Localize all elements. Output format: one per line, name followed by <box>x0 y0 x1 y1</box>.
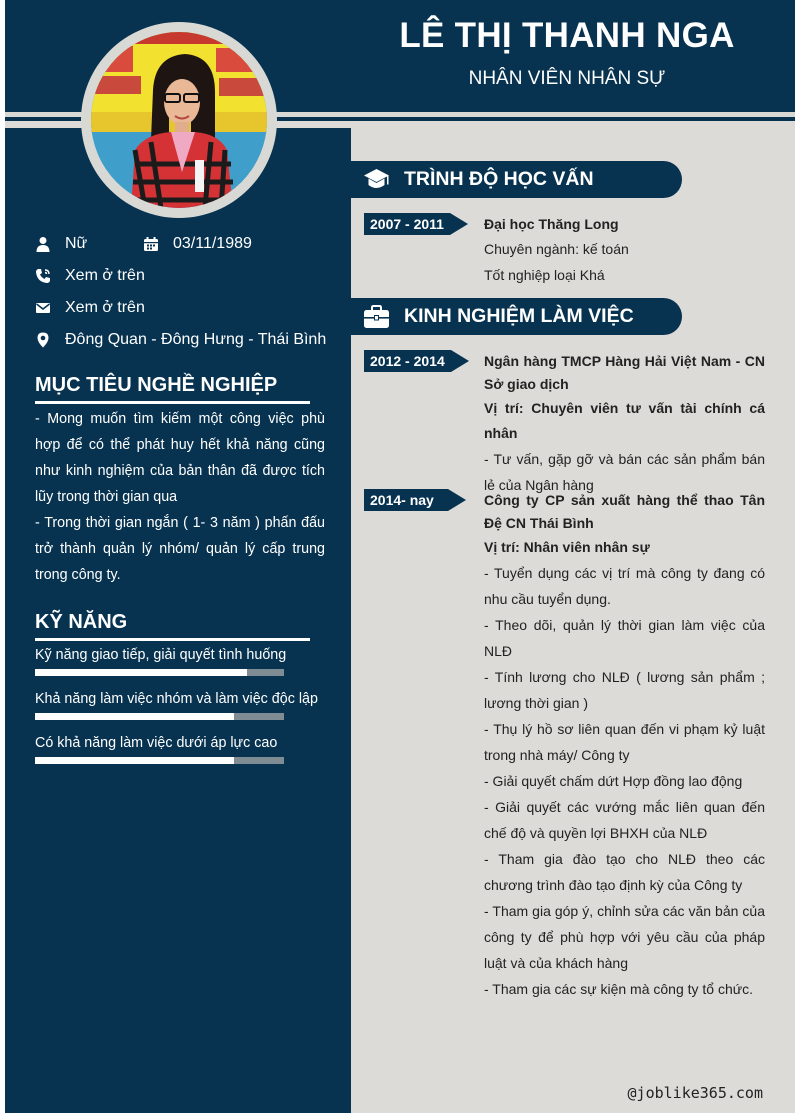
experience-entry <box>484 350 765 498</box>
skill-bar-fill <box>35 757 234 764</box>
period-label: 2007 - 2011 <box>364 213 450 235</box>
job-role: Vị trí: Nhân viên nhân sự <box>484 539 650 555</box>
objective-text <box>35 406 325 588</box>
job-role: Vị trí: Chuyên viên tư vấn tài chính cá nhân <box>484 400 765 441</box>
period-badge <box>364 350 469 372</box>
watermark: @joblike365.com <box>627 1084 763 1102</box>
objective-rule <box>35 401 310 404</box>
company-name: Công ty CP sản xuất hàng thể thao Tân Đệ CN Thái Bình <box>484 492 765 531</box>
duty-item: - Giải quyết các vướng mắc liên quan đến chế độ và quyền lợi BHXH của NLĐ <box>484 799 765 841</box>
skill-bar <box>35 713 284 720</box>
skill-bar-fill <box>35 669 247 676</box>
email-value: Xem ở trên <box>65 299 145 316</box>
skill-bar <box>35 757 284 764</box>
duty-item: - Tham gia đào tạo cho NLĐ theo các chương trình đào tạo định kỳ của Công ty <box>484 851 765 893</box>
birthdate-row <box>143 233 252 255</box>
address-row <box>35 329 326 351</box>
badge-arrow <box>448 489 466 511</box>
skill-label: Kỹ năng giao tiếp, giải quyết tình huống <box>35 647 287 663</box>
gender-value: Nữ <box>65 235 88 252</box>
duty-item: - Thụ lý hồ sơ liên quan đến vi phạm kỷ luật trong nhà máy/ Công ty <box>484 721 765 763</box>
email-row <box>35 297 145 319</box>
major: Chuyên ngành: kế toán <box>484 241 629 257</box>
birthdate-value: 03/11/1989 <box>173 235 252 252</box>
period-label: 2014- nay <box>364 489 448 511</box>
skill-label: Khả năng làm việc nhóm và làm việc độc lập <box>35 691 318 707</box>
graduation-cap-icon <box>363 168 390 192</box>
objective-heading: MỤC TIÊU NGHỀ NGHIỆP <box>35 374 278 396</box>
phone-row <box>35 265 145 287</box>
badge-arrow <box>450 213 468 235</box>
skill-bar-fill <box>35 713 234 720</box>
phone-icon <box>35 268 51 284</box>
skill-label: Có khả năng làm việc dưới áp lực cao <box>35 735 278 751</box>
experience-entry <box>484 489 765 1002</box>
school-name: Đại học Thăng Long <box>484 216 619 232</box>
period-badge <box>364 489 466 511</box>
email-icon <box>35 300 51 316</box>
resume-page <box>5 0 795 1113</box>
experience-heading <box>351 298 682 335</box>
skills-heading: KỸ NĂNG <box>35 611 128 633</box>
candidate-name: LÊ THỊ THANH NGA <box>399 16 735 55</box>
company-name: Ngân hàng TMCP Hàng Hải Việt Nam - CN Sở giao dịch <box>484 353 765 392</box>
objective-paragraph: - Trong thời gian ngắn ( 1- 3 năm ) phấn đấu trở thành quản lý nhóm/ quản lý cấp trung trong công ty. <box>35 515 325 583</box>
avatar-photo <box>91 32 267 208</box>
duty-item: - Tham gia các sự kiện mà công ty tổ chức. <box>484 981 754 997</box>
period-badge <box>364 213 468 235</box>
address-value: Đông Quan - Đông Hưng - Thái Bình <box>65 331 327 348</box>
education-heading <box>351 161 682 198</box>
experience-heading-text: KINH NGHIỆM LÀM VIỆC <box>404 305 634 327</box>
location-icon <box>35 332 51 348</box>
duty-item: - Tư vấn, gặp gỡ và bán các sản phẩm bán lẻ của Ngân hàng <box>484 451 765 493</box>
period-label: 2012 - 2014 <box>364 350 451 372</box>
duty-item: - Theo dõi, quản lý thời gian làm việc của NLĐ <box>484 617 765 659</box>
skills-rule <box>35 638 310 641</box>
calendar-icon <box>143 236 159 252</box>
job-title: NHÂN VIÊN NHÂN SỰ <box>468 68 666 89</box>
duty-item: - Tuyển dụng các vị trí mà công ty đang có nhu cầu tuyển dụng. <box>484 565 765 607</box>
objective-paragraph: - Mong muốn tìm kiếm một công việc phù hợp để có thể phát huy hết khả năng cũng như kinh nghiệm của bản thân đã được tích lũy trong thời gian qua <box>35 411 325 505</box>
duty-item: - Giải quyết chấm dứt Hợp đồng lao động <box>484 773 743 789</box>
briefcase-icon <box>363 305 390 329</box>
avatar <box>91 32 267 208</box>
skill-bar <box>35 669 284 676</box>
phone-value: Xem ở trên <box>65 267 145 284</box>
duty-item: - Tính lương cho NLĐ ( lương sản phẩm ; lương thời gian ) <box>484 669 765 711</box>
duty-item: - Tham gia góp ý, chỉnh sửa các văn bản của công ty để phù hợp với yêu cầu của pháp luật và của khách hàng <box>484 903 765 971</box>
badge-arrow <box>451 350 469 372</box>
user-icon <box>35 236 51 252</box>
grade: Tốt nghiệp loại Khá <box>484 267 605 283</box>
gender-row <box>35 233 87 255</box>
education-heading-text: TRÌNH ĐỘ HỌC VẤN <box>404 168 594 190</box>
education-entry <box>484 213 765 288</box>
